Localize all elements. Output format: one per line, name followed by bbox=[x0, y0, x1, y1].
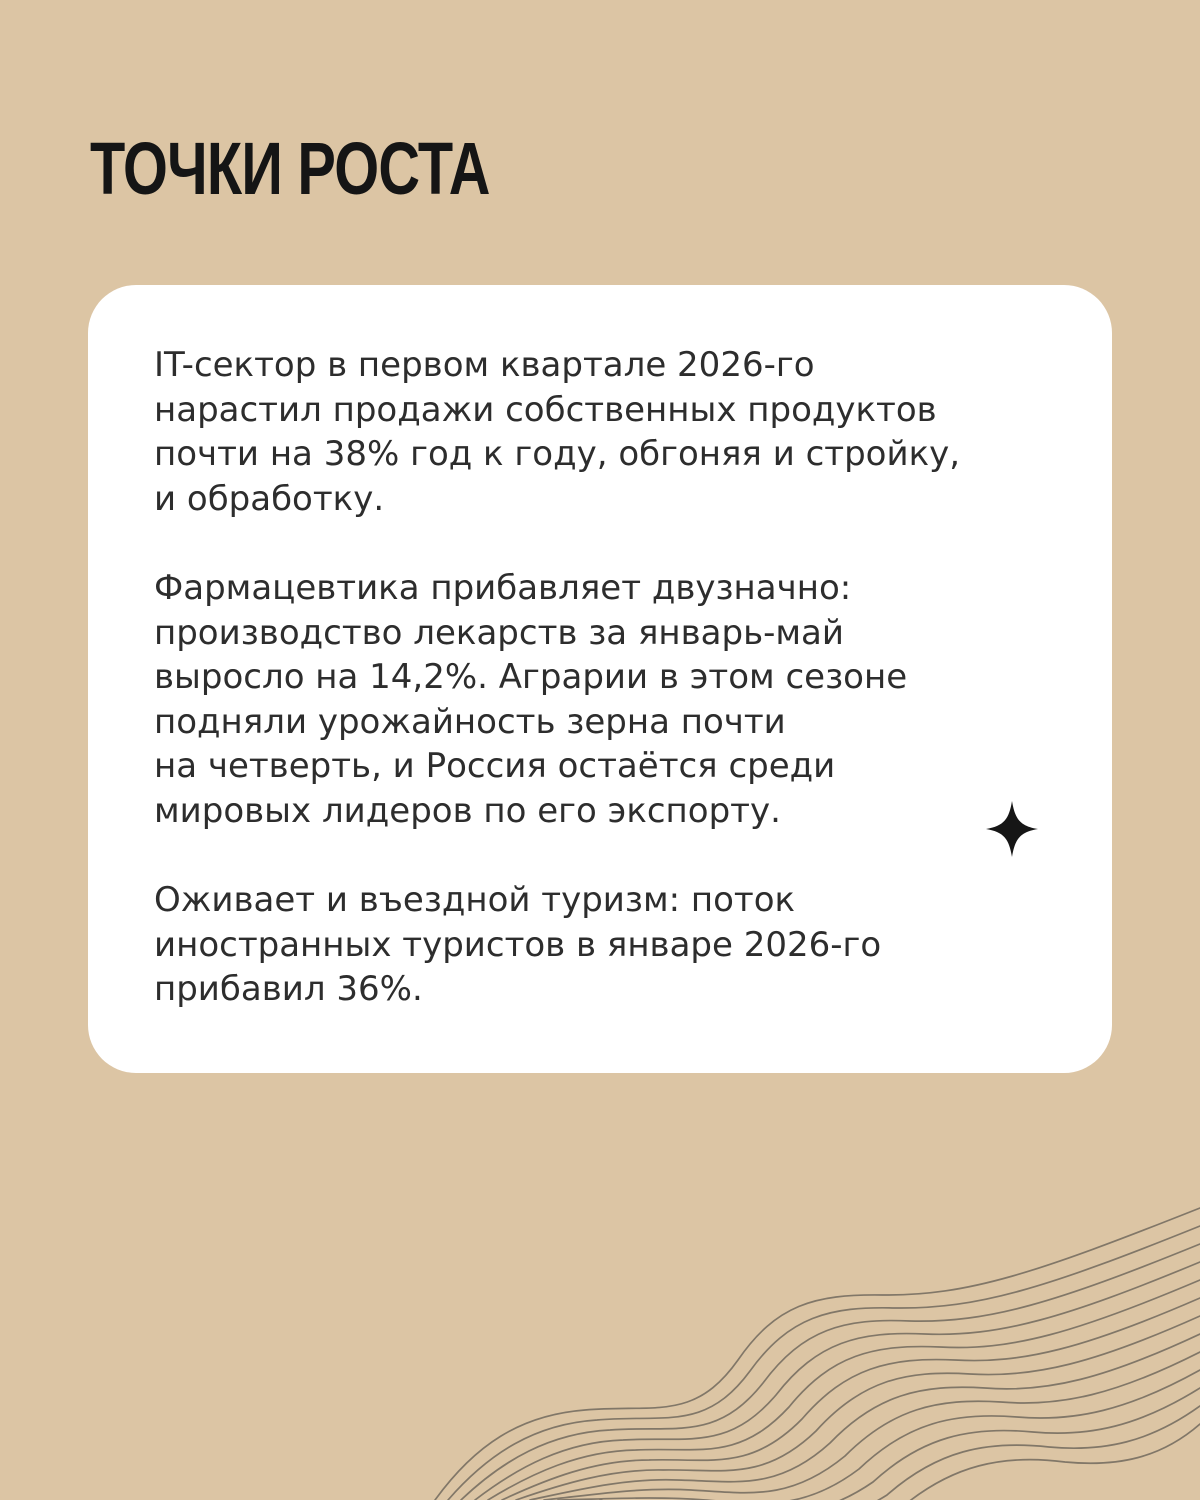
text-line: IT-сектор в первом квартале 2026-го bbox=[154, 345, 815, 385]
text-line: мировых лидеров по его экспорту. bbox=[154, 790, 781, 831]
text-line: подняли урожайность зерна почти bbox=[154, 701, 786, 742]
wave-lines-decoration bbox=[420, 1190, 1200, 1500]
page-title: ТОЧКИ РОСТА bbox=[90, 127, 490, 210]
text-line: почти на 38% год к году, обгоняя и стройку, bbox=[154, 434, 961, 474]
text-line: прибавил 36%. bbox=[154, 969, 423, 1009]
text-line: производство лекарств за январь-май bbox=[154, 612, 844, 653]
paragraph-pharma-agriculture bbox=[154, 566, 1074, 833]
paragraph-tourism bbox=[154, 878, 1074, 1012]
content-card bbox=[88, 285, 1112, 1073]
paragraph-it-sector bbox=[154, 343, 1074, 521]
content-text bbox=[154, 343, 1074, 1012]
text-line: Фармацевтика прибавляет двузначно: bbox=[154, 568, 852, 608]
text-line: и обработку. bbox=[154, 478, 385, 519]
text-line: нарастил продажи собственных продуктов bbox=[154, 389, 937, 430]
text-line: Оживает и въездной туризм: поток bbox=[154, 880, 796, 920]
sparkle-icon bbox=[986, 801, 1038, 857]
text-line: иностранных туристов в январе 2026-го bbox=[154, 924, 882, 965]
text-line: на четверть, и Россия остаётся среди bbox=[154, 746, 836, 786]
text-line: выросло на 14,2%. Аграрии в этом сезоне bbox=[154, 657, 908, 697]
